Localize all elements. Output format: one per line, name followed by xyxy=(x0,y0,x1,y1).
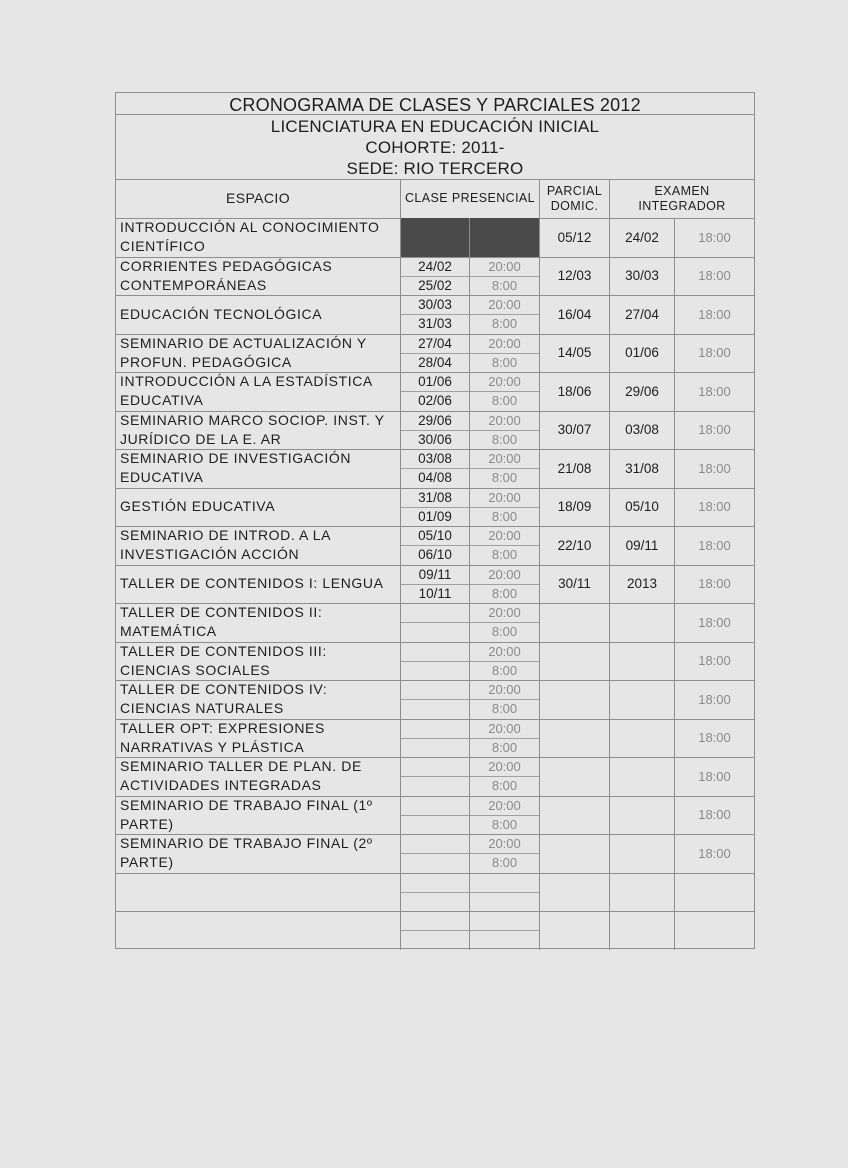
espacio-cell: TALLER DE CONTENIDOS I: LENGUA xyxy=(120,575,384,592)
parcial-date xyxy=(540,834,609,873)
clase-date-1 xyxy=(401,834,469,853)
clase-date-2: 31/03 xyxy=(418,316,452,332)
parcial-date xyxy=(540,873,609,912)
examen-time: 18:00 xyxy=(698,653,731,669)
program-name: LICENCIATURA EN EDUCACIÓN INICIAL xyxy=(270,117,600,136)
espacio-cell: SEMINARIO TALLER DE PLAN. DE ACTIVIDADES INTEGRADAS xyxy=(120,758,362,794)
examen-date xyxy=(610,719,674,758)
clase-date-1: 29/06 xyxy=(418,412,452,428)
clase-time-1 xyxy=(470,218,539,237)
parcial-date: 30/07 xyxy=(557,422,592,438)
clase-date-2: 01/09 xyxy=(418,508,452,524)
examen-date xyxy=(610,680,674,719)
clase-date-2: 06/10 xyxy=(418,547,452,563)
clase-time-1: 20:00 xyxy=(488,836,521,852)
clase-date-2 xyxy=(401,699,469,718)
clase-date-1 xyxy=(401,218,469,237)
clase-time-1: 20:00 xyxy=(488,605,521,621)
clase-date-1: 30/03 xyxy=(418,297,452,313)
examen-date: 09/11 xyxy=(625,537,659,553)
column-header-clase: CLASE PRESENCIAL xyxy=(404,191,536,205)
clase-time-1: 20:00 xyxy=(488,451,521,467)
espacio-cell xyxy=(120,874,398,911)
parcial-date: 14/05 xyxy=(557,345,592,361)
col-line-espacio xyxy=(400,179,401,950)
parcial-date xyxy=(540,603,609,642)
examen-time xyxy=(675,911,754,950)
clase-date-2: 10/11 xyxy=(418,585,452,601)
col-line-parcial xyxy=(609,179,610,950)
clase-time-1: 20:00 xyxy=(488,374,521,390)
examen-date: 2013 xyxy=(626,576,658,592)
schedule-sheet xyxy=(115,92,755,949)
parcial-date: 16/04 xyxy=(557,306,592,322)
clase-date-2: 30/06 xyxy=(418,431,452,447)
parcial-date xyxy=(540,757,609,796)
clase-time-2: 8:00 xyxy=(491,316,518,332)
espacio-cell: GESTIÓN EDUCATIVA xyxy=(120,498,276,515)
clase-time-1: 20:00 xyxy=(488,489,521,505)
espacio-cell: SEMINARIO MARCO SOCIOP. INST. Y JURÍDICO DE LA E. AR xyxy=(120,411,385,447)
espacio-cell: SEMINARIO DE INTROD. A LA INVESTIGACIÓN ACCIÓN xyxy=(120,527,331,563)
examen-time: 18:00 xyxy=(698,499,731,515)
examen-date xyxy=(610,873,674,912)
column-header-parcial: PARCIAL DOMIC. xyxy=(546,183,603,213)
clase-time-1: 20:00 xyxy=(488,297,521,313)
clase-date-1 xyxy=(401,719,469,738)
clase-date-1 xyxy=(401,796,469,815)
examen-time: 18:00 xyxy=(698,229,731,245)
clase-date-1 xyxy=(401,873,469,892)
examen-time: 18:00 xyxy=(698,768,731,784)
clase-time-2: 8:00 xyxy=(491,547,518,563)
campus-label: SEDE: RIO TERCERO xyxy=(346,159,524,178)
espacio-cell: TALLER DE CONTENIDOS III: CIENCIAS SOCIALES xyxy=(120,642,327,678)
examen-date: 01/06 xyxy=(625,345,659,361)
examen-date: 05/10 xyxy=(625,499,659,515)
parcial-date xyxy=(540,642,609,681)
col-line-examen xyxy=(674,218,675,950)
examen-date xyxy=(610,911,674,950)
examen-time: 18:00 xyxy=(698,614,731,630)
clase-time-1: 20:00 xyxy=(488,566,521,582)
clase-date-2 xyxy=(401,930,469,949)
schedule-header xyxy=(116,93,754,179)
examen-time: 18:00 xyxy=(698,345,731,361)
clase-date-1: 27/04 xyxy=(418,335,452,351)
clase-time-1 xyxy=(470,873,539,892)
espacio-cell: SEMINARIO DE TRABAJO FINAL (1º PARTE) xyxy=(120,796,373,832)
clase-time-2 xyxy=(470,892,539,911)
parcial-date xyxy=(540,680,609,719)
clase-date-1 xyxy=(401,603,469,622)
examen-time: 18:00 xyxy=(698,730,731,746)
clase-time-2 xyxy=(470,237,539,256)
clase-date-2 xyxy=(401,892,469,911)
clase-time-1: 20:00 xyxy=(488,412,521,428)
clase-date-2: 25/02 xyxy=(418,277,452,293)
clase-time-2: 8:00 xyxy=(491,701,518,717)
espacio-cell: SEMINARIO DE TRABAJO FINAL (2º PARTE) xyxy=(120,835,373,871)
examen-time: 18:00 xyxy=(698,537,731,553)
examen-date xyxy=(610,757,674,796)
clase-time-2: 8:00 xyxy=(491,393,518,409)
examen-date: 27/04 xyxy=(625,306,659,322)
examen-time: 18:00 xyxy=(698,807,731,823)
clase-date-2: 04/08 xyxy=(418,470,452,486)
clase-time-2: 8:00 xyxy=(491,624,518,640)
espacio-cell: TALLER OPT: EXPRESIONES NARRATIVAS Y PLÁSTICA xyxy=(120,719,325,755)
clase-date-1: 05/10 xyxy=(418,528,452,544)
examen-time: 18:00 xyxy=(698,268,731,284)
clase-date-1: 31/08 xyxy=(418,489,452,505)
clase-time-1: 20:00 xyxy=(488,720,521,736)
clase-date-2 xyxy=(401,237,469,256)
clase-time-1: 20:00 xyxy=(488,797,521,813)
clase-time-2: 8:00 xyxy=(491,508,518,524)
espacio-cell: TALLER DE CONTENIDOS IV: CIENCIAS NATURALES xyxy=(120,681,328,717)
clase-date-2 xyxy=(401,815,469,834)
clase-date-1 xyxy=(401,680,469,699)
examen-time xyxy=(675,873,754,912)
clase-time-1: 20:00 xyxy=(488,759,521,775)
clase-time-1: 20:00 xyxy=(488,643,521,659)
clase-time-1: 20:00 xyxy=(488,335,521,351)
clase-date-2 xyxy=(401,738,469,757)
examen-time: 18:00 xyxy=(698,306,731,322)
clase-date-1: 09/11 xyxy=(418,566,452,582)
clase-time-2: 8:00 xyxy=(491,855,518,871)
espacio-cell: TALLER DE CONTENIDOS II: MATEMÁTICA xyxy=(120,604,323,640)
clase-date-1 xyxy=(401,757,469,776)
clase-date-2 xyxy=(401,776,469,795)
column-header-examen: EXAMEN INTEGRADOR xyxy=(638,183,726,213)
examen-date xyxy=(610,834,674,873)
parcial-date: 18/09 xyxy=(557,499,592,515)
clase-time-2: 8:00 xyxy=(491,662,518,678)
examen-date xyxy=(610,796,674,835)
examen-date xyxy=(610,642,674,681)
examen-date: 03/08 xyxy=(625,422,659,438)
clase-date-1: 24/02 xyxy=(418,258,452,274)
clase-date-1 xyxy=(401,642,469,661)
clase-date-2 xyxy=(401,853,469,872)
clase-date-2 xyxy=(401,622,469,641)
clase-time-2: 8:00 xyxy=(491,470,518,486)
title-divider xyxy=(116,114,754,115)
parcial-date: 22/10 xyxy=(557,537,592,553)
column-header-espacio: ESPACIO xyxy=(225,190,290,206)
espacio-cell: EDUCACIÓN TECNOLÓGICA xyxy=(120,305,323,322)
clase-date-2: 28/04 xyxy=(418,354,452,370)
examen-date: 29/06 xyxy=(625,383,659,399)
col-line-clase xyxy=(539,179,540,950)
clase-date-2: 02/06 xyxy=(418,393,452,409)
parcial-date xyxy=(540,911,609,950)
clase-date-1: 01/06 xyxy=(418,374,452,390)
clase-time-2: 8:00 xyxy=(491,739,518,755)
clase-date-1 xyxy=(401,911,469,930)
clase-time-2: 8:00 xyxy=(491,354,518,370)
espacio-cell xyxy=(120,912,398,949)
examen-time: 18:00 xyxy=(698,460,731,476)
clase-time-2: 8:00 xyxy=(491,277,518,293)
examen-time: 18:00 xyxy=(698,845,731,861)
espacio-cell: INTRODUCCIÓN AL CONOCIMIENTO CIENTÍFICO xyxy=(120,219,380,255)
espacio-cell: SEMINARIO DE ACTUALIZACIÓN Y PROFUN. PEDAGÓGICA xyxy=(120,334,367,370)
examen-date xyxy=(610,603,674,642)
clase-date-1: 03/08 xyxy=(418,451,452,467)
clase-time-2: 8:00 xyxy=(491,585,518,601)
clase-time-1: 20:00 xyxy=(488,258,521,274)
schedule-title: CRONOGRAMA DE CLASES Y PARCIALES 2012 xyxy=(229,95,641,115)
col-line-fecha xyxy=(469,218,470,950)
examen-date: 31/08 xyxy=(625,460,659,476)
espacio-cell: CORRIENTES PEDAGÓGICAS CONTEMPORÁNEAS xyxy=(120,257,333,293)
espacio-cell: INTRODUCCIÓN A LA ESTADÍSTICA EDUCATIVA xyxy=(120,373,373,409)
examen-time: 18:00 xyxy=(698,422,731,438)
examen-time: 18:00 xyxy=(698,576,731,592)
clase-time-1: 20:00 xyxy=(488,682,521,698)
clase-time-1: 20:00 xyxy=(488,528,521,544)
examen-time: 18:00 xyxy=(698,691,731,707)
espacio-cell: SEMINARIO DE INVESTIGACIÓN EDUCATIVA xyxy=(120,450,352,486)
clase-time-2: 8:00 xyxy=(491,816,518,832)
examen-date: 24/02 xyxy=(625,229,659,245)
clase-time-2: 8:00 xyxy=(491,431,518,447)
clase-time-2: 8:00 xyxy=(491,778,518,794)
clase-date-2 xyxy=(401,661,469,680)
parcial-date: 21/08 xyxy=(557,460,592,476)
examen-time: 18:00 xyxy=(698,383,731,399)
examen-date: 30/03 xyxy=(625,268,659,284)
clase-time-2 xyxy=(470,930,539,949)
parcial-date xyxy=(540,719,609,758)
cohort-label: COHORTE: 2011- xyxy=(365,138,505,157)
parcial-date: 30/11 xyxy=(558,576,591,592)
parcial-date: 05/12 xyxy=(557,229,592,245)
parcial-date: 12/03 xyxy=(557,268,592,284)
parcial-date xyxy=(540,796,609,835)
clase-time-1 xyxy=(470,911,539,930)
parcial-date: 18/06 xyxy=(557,383,592,399)
